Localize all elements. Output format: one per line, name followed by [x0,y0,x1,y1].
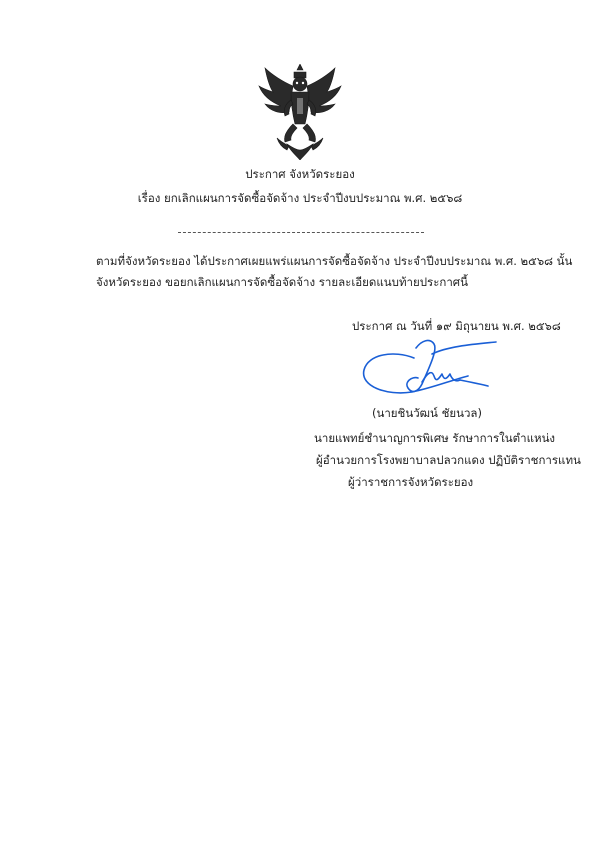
dashed-divider [178,232,424,233]
signer-name: (นายชินวัฒน์ ชัยนวล) [372,406,482,420]
garuda-emblem-icon [257,64,343,160]
signer-position-1: นายแพทย์ชำนาญการพิเศษ รักษาการในตำแหน่ง [314,431,556,445]
body-paragraph-line-2: จังหวัดระยอง ขอยกเลิกแผนการจัดซื้อจัดจ้าง รายละเอียดแนบท้ายประกาศนี้ [96,275,468,289]
signature-image [356,336,506,400]
signer-position-2: ผู้อำนวยการโรงพยาบาลปลวกแดง ปฏิบัติราชการแทน [316,453,581,467]
announcement-date: ประกาศ ณ วันที่ ๑๙ มิถุนายน พ.ศ. ๒๕๖๘ [352,319,561,333]
signer-position-3: ผู้ว่าราชการจังหวัดระยอง [348,475,474,489]
body-paragraph-line-1: ตามที่จังหวัดระยอง ได้ประกาศเผยแพร่แผนการจัดซื้อจัดจ้าง ประจำปีงบประมาณ พ.ศ. ๒๕๖๘ นั้น [96,254,573,268]
subject-line: เรื่อง ยกเลิกแผนการจัดซื้อจัดจ้าง ประจำปีงบประมาณ พ.ศ. ๒๕๖๘ [137,191,463,205]
issuer-line: ประกาศ จังหวัดระยอง [245,167,355,181]
